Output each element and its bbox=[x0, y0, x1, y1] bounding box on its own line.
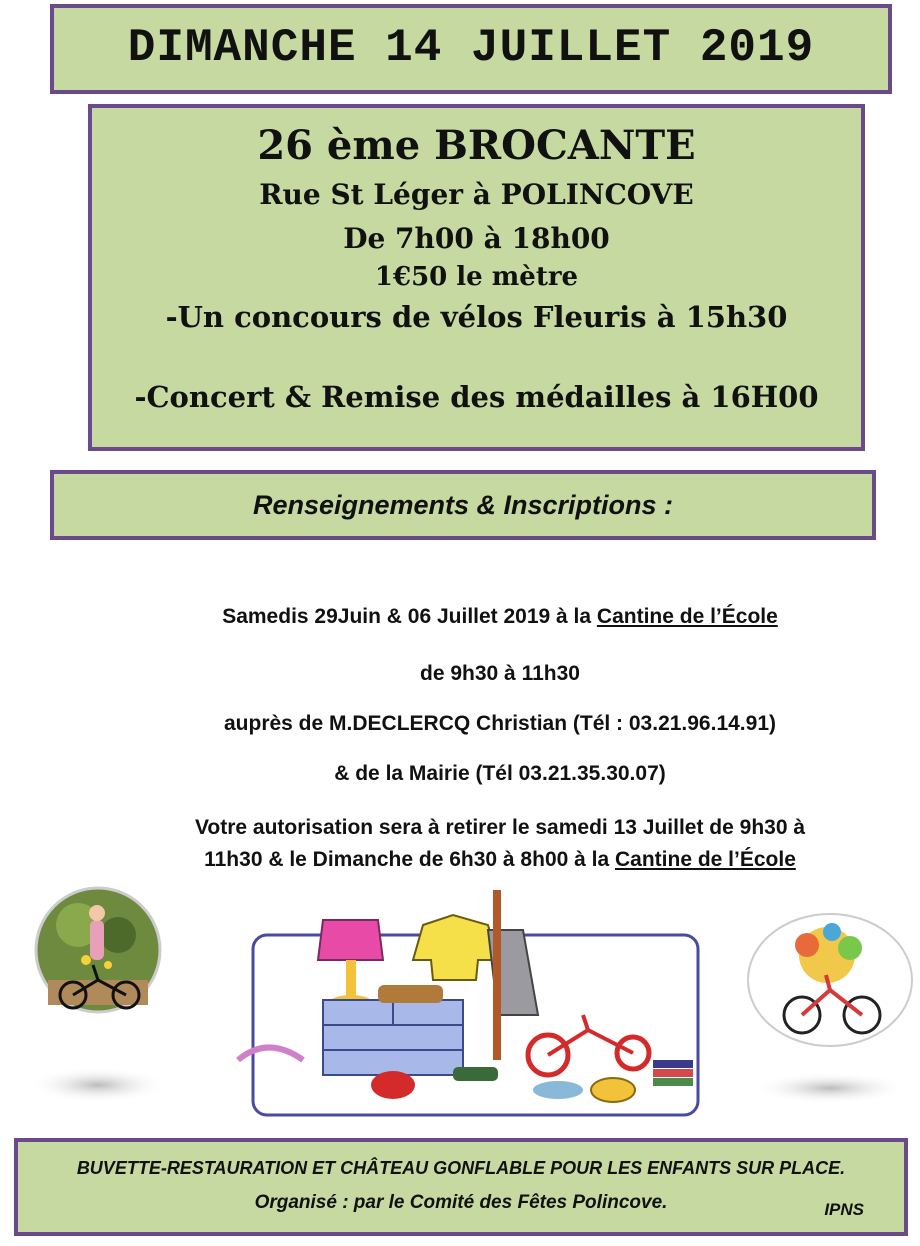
registration-hours: de 9h30 à 11h30 bbox=[420, 662, 580, 685]
flowered-bike-drawing bbox=[742, 910, 917, 1110]
info-title: Renseignements & Inscriptions : bbox=[252, 490, 674, 520]
contact-mairie: & de la Mairie (Tél 03.21.35.30.07) bbox=[334, 762, 666, 785]
footer-organizer: Organisé : par le Comité des Fêtes Polincove. bbox=[254, 1192, 668, 1213]
registration-dates bbox=[120, 605, 880, 629]
date-banner bbox=[50, 4, 892, 94]
authorization-place: Cantine de l’École bbox=[615, 848, 796, 871]
brocante-details-box bbox=[88, 104, 865, 451]
girl-bike-photo bbox=[18, 885, 178, 1115]
authorization-line-1: Votre autorisation sera à retirer le samedi 13 Juillet de 9h30 à bbox=[194, 816, 806, 839]
event-date: DIMANCHE 14 JUILLET 2019 bbox=[127, 22, 815, 74]
brocante-objects-illustration bbox=[228, 885, 700, 1120]
ipns-mark: IPNS bbox=[824, 1200, 864, 1219]
info-banner bbox=[50, 470, 876, 540]
concert-medals: -Concert & Remise des médailles à 16H00 bbox=[134, 380, 819, 414]
contact-declercq: auprès de M.DECLERCQ Christian (Tél : 03.21.96.14.91) bbox=[223, 712, 776, 735]
authorization-line-2: 11h30 & le Dimanche de 6h30 à 8h00 à la bbox=[204, 848, 615, 871]
brocante-hours: De 7h00 à 18h00 bbox=[343, 222, 610, 255]
authorization-note bbox=[120, 812, 880, 876]
brocante-street: Rue St Léger à POLINCOVE bbox=[259, 178, 694, 211]
bike-contest: -Un concours de vélos Fleuris à 15h30 bbox=[165, 300, 788, 334]
registration-place: Cantine de l’École bbox=[596, 605, 778, 628]
registration-dates-text: Samedis 29Juin & 06 Juillet 2019 à la bbox=[222, 605, 597, 628]
brocante-title: 26 ème BROCANTE bbox=[257, 122, 696, 169]
footer-services: BUVETTE-RESTAURATION ET CHÂTEAU GONFLABLE POUR LES ENFANTS SUR PLACE. bbox=[76, 1158, 846, 1178]
footer-banner bbox=[14, 1138, 908, 1236]
brocante-price: 1€50 le mètre bbox=[374, 262, 579, 292]
